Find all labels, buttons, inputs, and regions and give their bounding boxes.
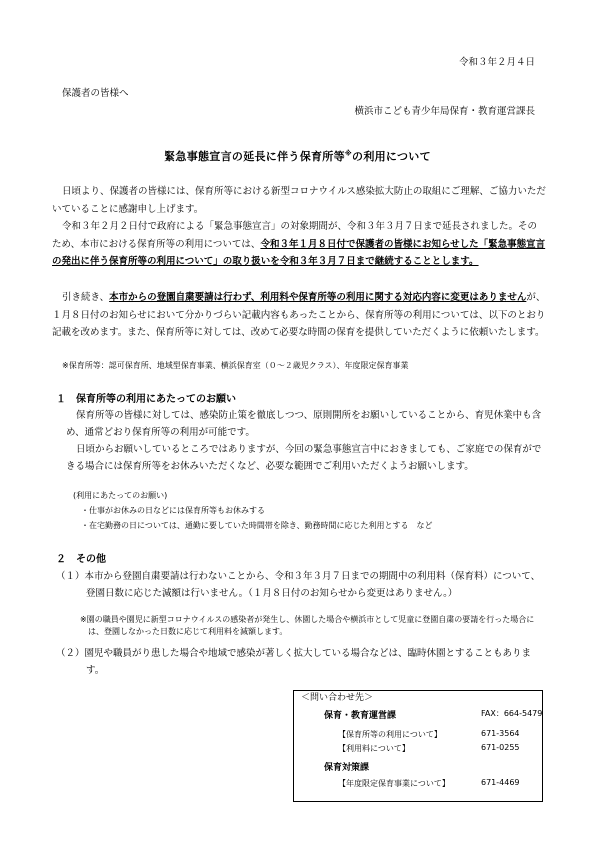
intro-paragraph-3: 引き続き、本市からの登園自粛要請は行わず、利用料や保育所等の利用に関する対応内容に変更はありませんが、１月８日付のお知らせにおいて分かりづらい記載内容もあったことから、保育所等の利用については、以下のとおり記載を改めます。また、保育所等に対しては、改めて必要な時間の保育を提供していただくように依頼いたします。 [52,292,546,338]
contact-row-tel: 671-4469 [481,778,520,787]
contact-row-label: 【利用料について】 [338,744,410,753]
list-item: ・仕事がお休みの日などには保育所等もお休みする [81,506,265,515]
section-1-body [66,407,544,475]
section-2-item-1-note: ※園の職員や園児に新型コロナウイルスの感染者が発生し、休園した場合や横浜市として児童に登園自粛の要請を行った場合には、登園しなかった日数に応じて利用料を減額します。 [80,615,535,636]
intro-paragraph-2: 令和３年２月２日付で政府による「緊急事態宣言」の対象期間が、令和３年３月７日まで延長されました。そのため、本市における保育所等の利用については、令和３年１月８日付で保護者の皆様にお知らせした「緊急事態宣言の発出に伴う保育所等の利用について」の取り扱いを令和３年３月７日まで継続することとします。 [52,221,546,267]
contact-section: 保育対策課 [324,763,370,773]
section-1-heading: １ 保育所等の利用にあたってのお願い [56,394,236,405]
contact-row-label: 【保育所等の利用について】 [338,730,442,739]
contact-row-tel: 671-0255 [481,743,520,752]
underlined-continuation: 令和３年１月８日付で保護者の皆様にお知らせした「緊急事態宣言の発出に伴う保育所等の利用について」の取り扱いを令和３年３月７日まで継続することとします。 [52,238,546,267]
title-tail: の利用について [352,150,431,163]
title-mark: ※ [344,149,353,158]
intro-paragraph-1: 日頃より、保護者の皆様には、保育所等における新型コロナウイルス感染拡大防止の取組にご理解、ご協力いただいていることに感謝申し上げます。 [52,186,546,215]
section-2-item-2: （２）園児や職員がり患した場合や地域で感染が著しく拡大している場合などは、臨時休園とすることもあります。 [56,648,532,676]
request-list-title: (利用にあたってのお願い) [73,491,168,500]
title-main: 緊急事態宣言の延長に伴う保育所等 [164,150,345,163]
section-2-heading: ２ その他 [56,554,106,565]
contact-dept: 保育・教育運営課 [324,711,397,721]
section-1-paragraph-1: 保育所等の皆様に対しては、感染防止策を徹底しつつ、原則開所をお願いしていることから、育児休業中も含め、通常どおり保育所等の利用が可能です。 [66,410,542,438]
request-list [73,488,543,533]
underlined-no-change: 本市からの登園自粛要請は行わず、利用料や保育所等の利用に関する対応内容に変更はありません [109,292,527,303]
contact-row-tel: 671-3564 [481,729,520,738]
list-item: ・在宅勤務の日については、通勤に要していた時間帯を除き、勤務時間に応じた利用とする など [81,521,433,530]
sender: 横浜市こども青少年局保育・教育運営課長 [354,106,535,117]
contact-row-label: 【年度限定保育事業について】 [338,779,450,788]
section-2-item-1: （１）本市から登園自粛要請は行わないことから、令和３年３月７日までの期間中の利用料（保育料）について、登園日数に応じた減額は行いません。（１月８日付のお知らせから変更はありません。） [56,571,541,599]
contact-title: ＜問い合わせ先＞ [301,693,374,703]
recipient: 保護者の皆様へ [62,88,129,99]
contact-fax: FAX：664-5479 [481,709,543,718]
facility-note: ※保育所等：認可保育所、地域型保育事業、横浜保育室（０～２歳児クラス）、年度限定保育事業 [62,361,409,370]
document-title [0,148,595,164]
section-1-paragraph-2: 日頃からお願いしているところではありますが、今回の緊急事態宣言中におきましても、ご家庭での保育ができる場合には保育所等をお休みいただくなど、必要な範囲でご利用いただくようお願いします。 [66,444,542,472]
contact-box [293,690,543,802]
issue-date: 令和３年２月４日 [458,57,535,68]
